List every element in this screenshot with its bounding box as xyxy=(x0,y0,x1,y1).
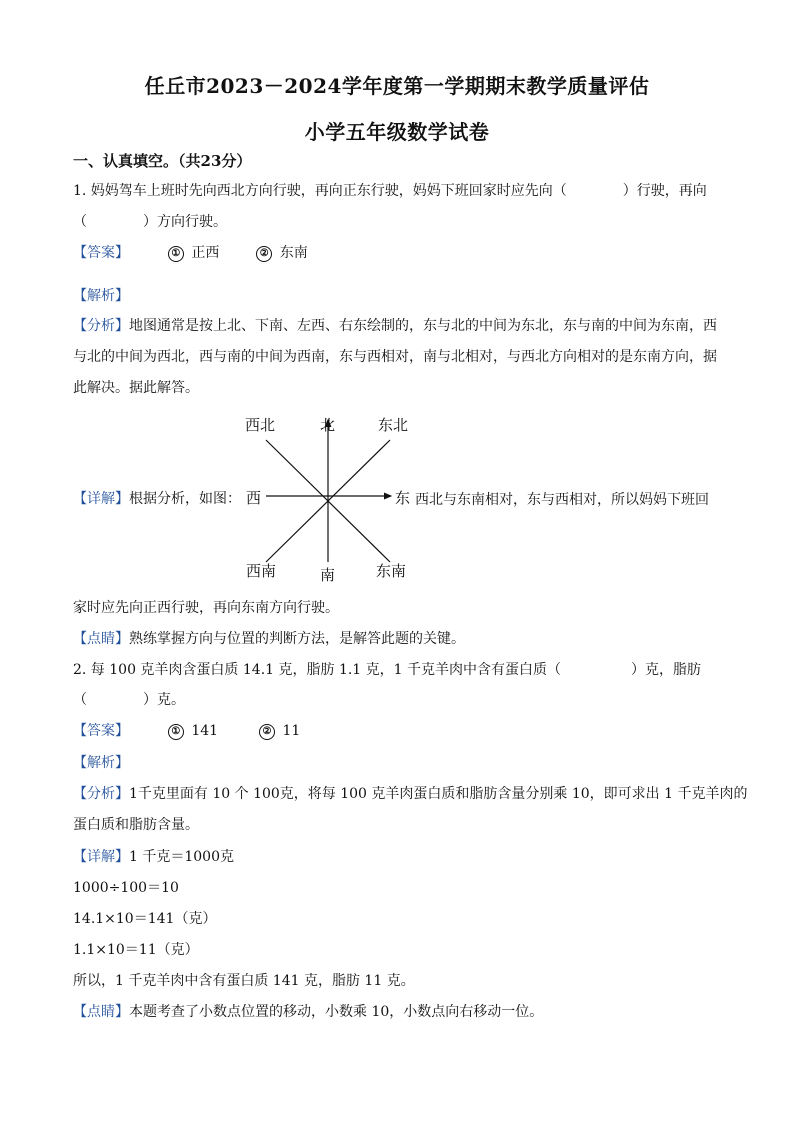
q1-answer-1: 正西 xyxy=(191,245,220,261)
circled-two-icon: ② xyxy=(259,724,275,740)
q2-calc-2: 14.1×10＝141（克） xyxy=(73,911,217,927)
answer-tag: 【答案】 xyxy=(73,723,129,739)
q1-answer-2: 东南 xyxy=(279,245,308,261)
q2-stem-line1: 2. 每 100 克羊肉含蛋白质 14.1 克，脂肪 1.1 克，1 千克羊肉中含有蛋白质（ ）克，脂肪 xyxy=(73,662,702,678)
section-heading: 一、认真填空。（共23分） xyxy=(73,152,252,170)
q1-xiangjie-row xyxy=(73,489,243,509)
q1-dianjing-row xyxy=(73,629,723,649)
q2-fenxi-line1 xyxy=(73,784,748,804)
q1-fenxi-line3: 此解决。据此解答。 xyxy=(73,380,199,396)
q1-stem-line2: （ ）方向行驶。 xyxy=(73,214,227,230)
q2-answer-1: 141 xyxy=(191,723,219,739)
circled-two-icon: ② xyxy=(256,246,272,262)
q1-fenxi-text1: 地图通常是按上北、下南、左西、右东绘制的，东与北的中间为东北，东与南的中间为东南，西 xyxy=(129,318,717,334)
dianjing-tag: 【点睛】 xyxy=(73,631,129,647)
exam-title: 任丘市2023－2024学年度第一学期期末教学质量评估 xyxy=(144,74,650,98)
q2-answer-2: 11 xyxy=(282,723,301,739)
label-northwest: 西北 xyxy=(245,416,276,434)
label-west: 西 xyxy=(246,489,262,507)
jiexi-tag: 【解析】 xyxy=(73,755,129,771)
q2-dianjing-text: 本题考查了小数点位置的移动，小数乘 10，小数点向右移动一位。 xyxy=(129,1004,544,1020)
fenxi-tag: 【分析】 xyxy=(73,318,129,334)
q2-fenxi-line2: 蛋白质和脂肪含量。 xyxy=(73,817,199,833)
xiangjie-tag: 【详解】 xyxy=(73,849,129,865)
dianjing-tag: 【点睛】 xyxy=(73,1004,129,1020)
q2-calc-1: 1000÷100＝10 xyxy=(73,880,179,896)
q2-conclusion: 所以，1 千克羊肉中含有蛋白质 141 克，脂肪 11 克。 xyxy=(73,973,415,989)
label-southeast: 东南 xyxy=(376,562,407,580)
q1-xiangjie-after: 西北与东南相对，东与西相对，所以妈妈下班回 xyxy=(415,492,709,508)
circled-one-icon: ① xyxy=(168,724,184,740)
label-north: 北 xyxy=(320,416,336,434)
fenxi-tag: 【分析】 xyxy=(73,786,129,802)
jiexi-tag: 【解析】 xyxy=(73,288,129,304)
q1-stem-line1: 1. 妈妈驾车上班时先向西北方向行驶，再向正东行驶，妈妈下班回家时应先向（ ）行驶，再向 xyxy=(73,183,707,199)
q2-fenxi-text1: 1千克里面有 10 个 100克，将每 100 克羊肉蛋白质和脂肪含量分别乘 10，即可求出 1 千克羊肉的 xyxy=(129,786,748,802)
label-northeast: 东北 xyxy=(378,416,409,434)
q1-dianjing-text: 熟练掌握方向与位置的判断方法，是解答此题的关键。 xyxy=(129,631,465,647)
q2-xiangjie-text: 1 千克＝1000克 xyxy=(129,849,234,865)
q2-calc-3: 1.1×10＝11（克） xyxy=(73,942,199,958)
q1-xiangjie-line2: 家时应先向正西行驶，再向东南方向行驶。 xyxy=(73,600,339,616)
label-east: 东 xyxy=(395,489,411,507)
q2-xiangjie-row xyxy=(73,847,723,867)
q1-fenxi-line2: 与北的中间为西北，西与南的中间为西南，东与西相对，南与北相对，与西北方向相对的是东南方向，据 xyxy=(73,349,717,365)
label-southwest: 西南 xyxy=(246,562,277,580)
q2-jiexi-tag xyxy=(73,753,723,773)
answer-tag: 【答案】 xyxy=(73,245,129,261)
label-south: 南 xyxy=(320,566,336,584)
q2-answer-row xyxy=(73,721,723,741)
exam-subtitle: 小学五年级数学试卷 xyxy=(304,120,490,144)
q2-dianjing-row xyxy=(73,1002,723,1022)
circled-one-icon: ① xyxy=(168,246,184,262)
q1-xiangjie-text: 根据分析，如图： xyxy=(129,491,241,507)
q2-stem-line2: （ ）克。 xyxy=(73,692,185,708)
xiangjie-tag: 【详解】 xyxy=(73,491,129,507)
